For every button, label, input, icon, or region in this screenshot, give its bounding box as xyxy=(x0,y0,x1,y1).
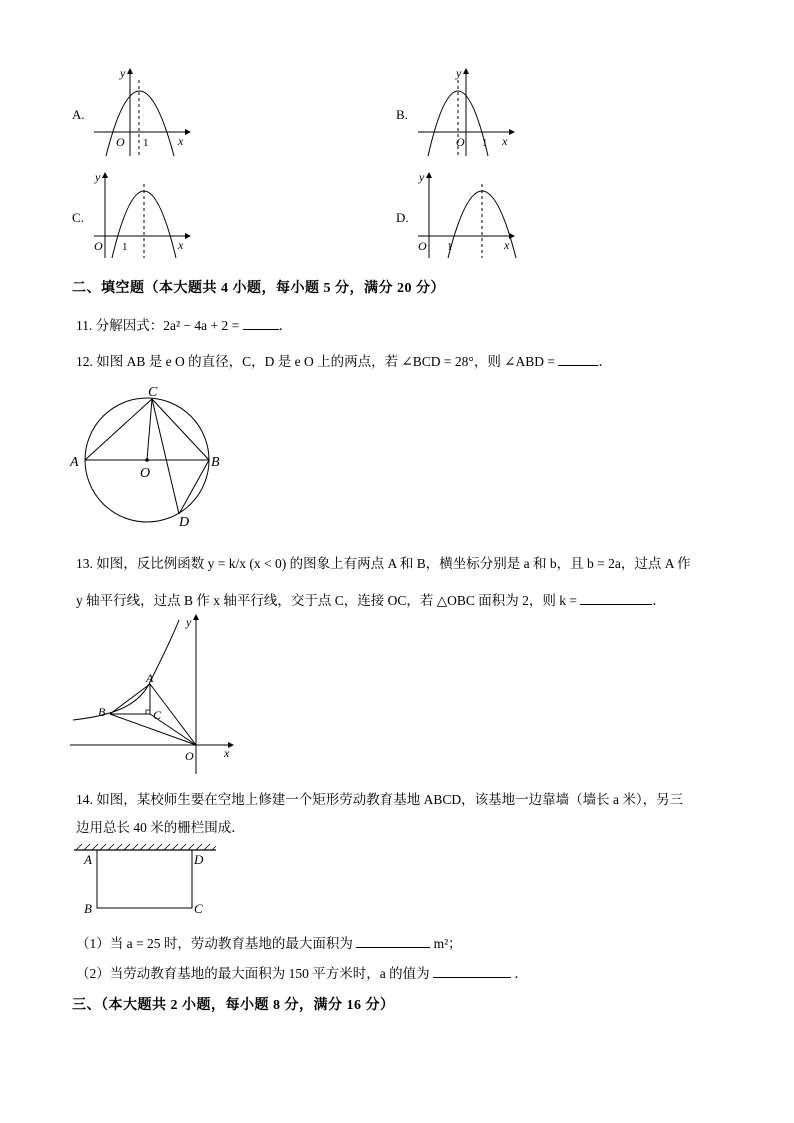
option-c-label: C. xyxy=(72,210,84,225)
question-text: 如图 AB 是 e O 的直径，C，D 是 e O 上的两点，若 ∠BCD = 28°，则 ∠ABD = xyxy=(96,354,555,369)
unit-text: m²； xyxy=(433,936,462,951)
x-axis-label: x xyxy=(504,238,510,252)
point-c-label: C xyxy=(148,385,158,400)
question-number: 13. xyxy=(76,556,93,571)
answer-blank[interactable] xyxy=(580,592,652,605)
question-12: 12. 如图 AB 是 e O 的直径，C，D 是 e O 上的两点，若 ∠BCD = 28°，则 ∠ABD = ． xyxy=(76,354,612,369)
x-axis-label: x xyxy=(178,238,184,252)
tick-one-label: 1 xyxy=(143,137,149,149)
point-b-label: B xyxy=(84,901,92,916)
y-axis-label: y xyxy=(456,66,462,80)
tick-one-label: 1 xyxy=(447,241,453,253)
option-a-graph xyxy=(90,66,200,160)
question-14-sub-2 xyxy=(76,962,528,982)
origin-label: O xyxy=(116,135,125,149)
question-text: 边用总长 40 米的栅栏围成． xyxy=(76,820,245,835)
y-axis-label: y xyxy=(95,170,101,184)
question-number: 12. xyxy=(76,354,93,369)
answer-blank[interactable] xyxy=(356,935,430,948)
origin-label: O xyxy=(418,239,427,253)
answer-blank[interactable] xyxy=(243,317,279,330)
question-text: y 轴平行线，过点 B 作 x 轴平行线，交于点 C，连接 OC，若 △OBC 面积为 2，则 k = xyxy=(76,593,578,608)
question-text: 如图，反比例函数 y = k/x (x < 0) 的图象上有两点 A 和 B，横坐标分别是 a 和 b，且 b = 2a，过点 A 作 xyxy=(96,556,691,571)
origin-label: O xyxy=(456,135,465,149)
y-axis-label: y xyxy=(120,66,126,80)
question-13-line-2: y 轴平行线，过点 B 作 x 轴平行线，交于点 C，连接 OC，若 △OBC 面积为 2，则 k = ． xyxy=(76,593,666,608)
point-b-label: B xyxy=(98,705,106,719)
point-d-label: D xyxy=(194,852,204,867)
section-3-title: 三、（本大题共 2 小题，每小题 8 分，满分 16 分） xyxy=(72,998,395,1013)
point-a-label: A xyxy=(70,455,79,470)
x-axis-label: x xyxy=(224,746,230,760)
option-d-graph xyxy=(414,170,524,264)
circle-figure xyxy=(68,380,238,530)
option-b-graph xyxy=(414,66,524,160)
question-14-sub-1 xyxy=(76,932,462,952)
question-14-line-2 xyxy=(76,816,245,836)
center-o-label: O xyxy=(140,466,151,481)
hyperbola-figure xyxy=(68,612,243,780)
point-c-label: C xyxy=(194,901,203,916)
question-number: 14. xyxy=(76,792,93,807)
question-text: 分解因式：2a² − 4a + 2 = xyxy=(95,318,240,333)
x-axis-label: x xyxy=(502,134,508,148)
point-b-label: B xyxy=(211,455,220,470)
question-text: （2）当劳动教育基地的最大面积为 150 平方米时，a 的值为 xyxy=(76,966,430,981)
question-text: 如图，某校师生要在空地上修建一个矩形劳动教育基地 ABCD，该基地一边靠墙（墙长 a 米），另三 xyxy=(96,792,684,807)
question-14-line-1 xyxy=(76,788,683,808)
x-axis-label: x xyxy=(178,134,184,148)
point-a-label: A xyxy=(146,671,154,685)
question-11: 11. 分解因式：2a² − 4a + 2 = ． xyxy=(76,318,293,333)
answer-blank[interactable] xyxy=(433,965,511,978)
origin-label: O xyxy=(94,239,103,253)
option-b-label: B. xyxy=(396,107,408,122)
y-axis-label: y xyxy=(186,615,192,629)
point-d-label: D xyxy=(179,515,190,530)
point-c-label: C xyxy=(153,708,162,722)
rectangle-figure xyxy=(70,840,220,918)
question-text: （1）当 a = 25 时，劳动教育基地的最大面积为 xyxy=(76,936,353,951)
tick-one-label: 1 xyxy=(122,241,128,253)
section-2-title: 二、填空题（本大题共 4 小题，每小题 5 分，满分 20 分） xyxy=(72,281,445,296)
option-a-label: A. xyxy=(72,107,85,122)
option-c-graph xyxy=(90,170,200,264)
question-number: 11. xyxy=(76,318,93,333)
tick-one-label: 1 xyxy=(482,137,488,149)
question-13-line-1 xyxy=(76,552,691,572)
end-punct: ． xyxy=(514,966,528,981)
origin-label: O xyxy=(185,749,194,763)
y-axis-label: y xyxy=(419,170,425,184)
point-a-label: A xyxy=(84,852,92,867)
answer-blank[interactable] xyxy=(558,353,598,366)
option-d-label: D. xyxy=(396,210,409,225)
